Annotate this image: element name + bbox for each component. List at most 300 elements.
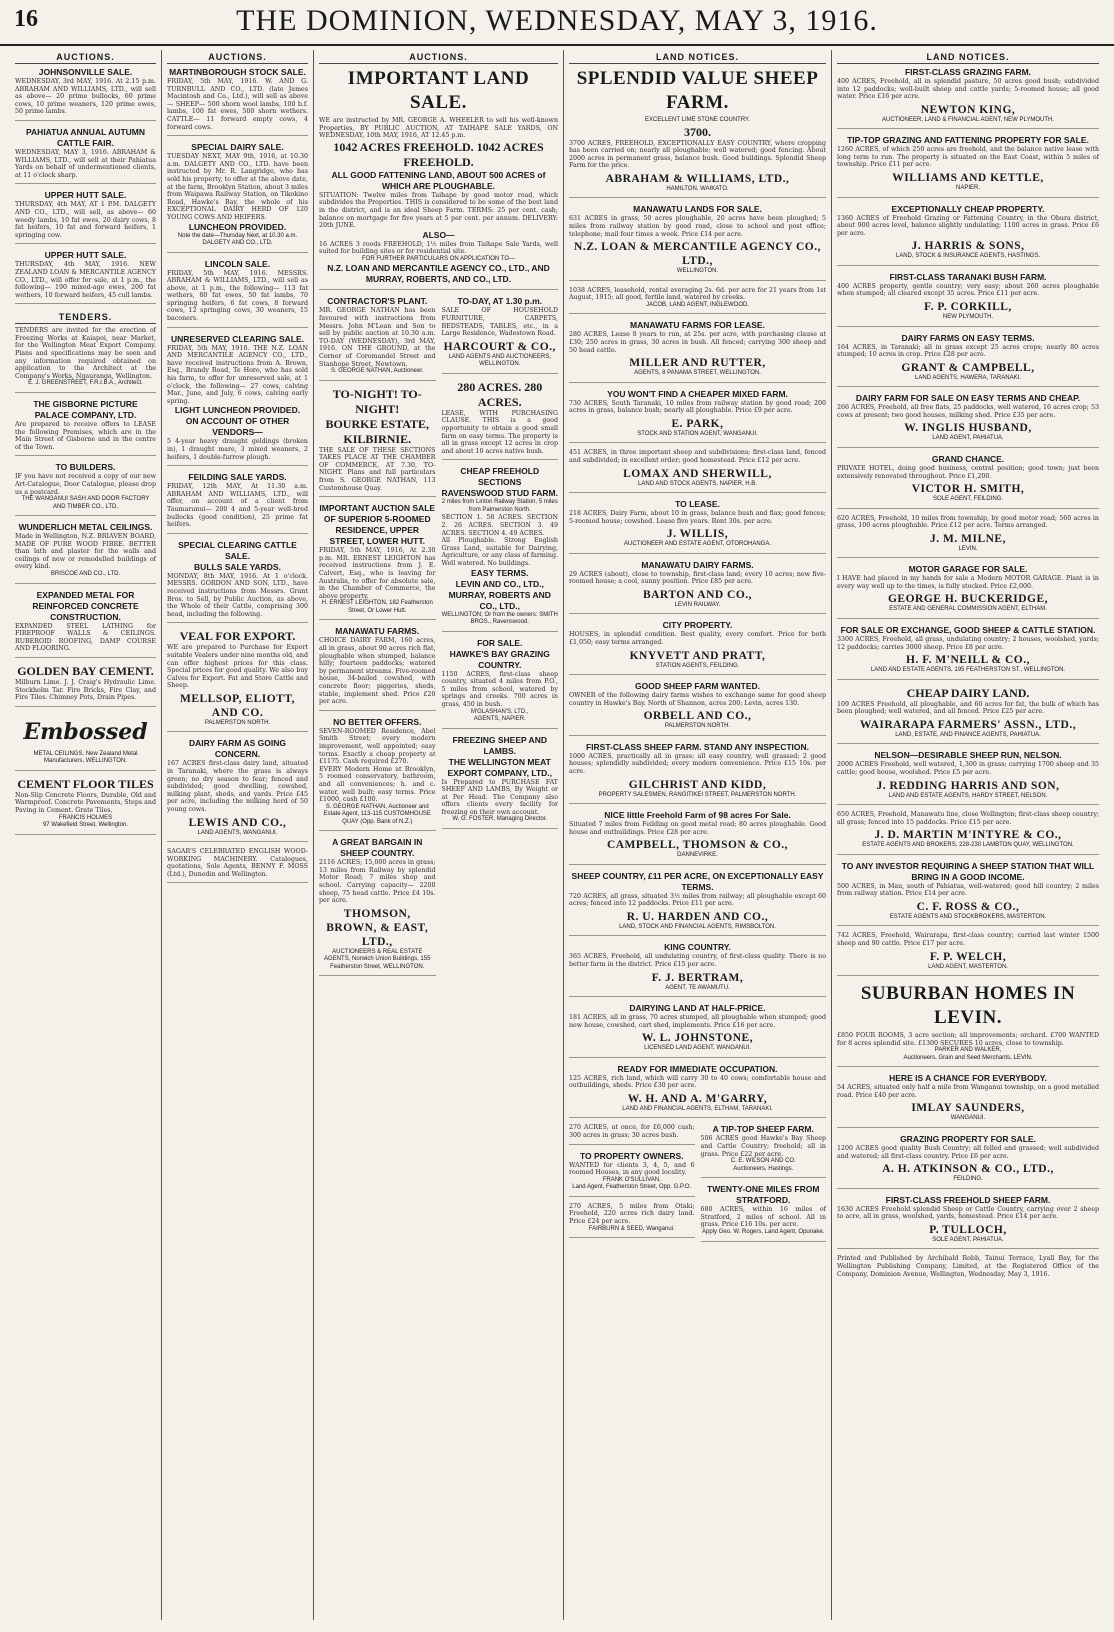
ad-agent-sub: Land Agent, Featherston Street, Opp. G.P.O. <box>572 1184 692 1191</box>
ad-lease-280 <box>442 380 559 461</box>
ad-body: IF you have not received a copy of our new Art-Catalogue, Door Catalogue, please drop us a postcard. <box>15 473 156 496</box>
ad-body: 1260 ACRES, of which 250 acres are freehold, and the balance native lease with long term to run. The property is situated on the East Coast, within 5 miles of township. Price £11 per acre. <box>837 146 1099 169</box>
ad-title: MANAWATU DAIRY FARMS. <box>641 559 754 570</box>
ad-title: JOHNSONVILLE SALE. <box>38 67 133 77</box>
column-5 <box>832 50 1104 1620</box>
ad-body: 1038 ACRES, leasehold, rental averaging 2s. 6d. per acre for 21 years from 1st August, 1915; all good, fertile land, watered by creeks. <box>569 286 826 302</box>
ad-agent-sub: 2 miles from Linton Railway Station, 5 miles from Palmerston North. <box>441 499 558 513</box>
ad-firm: DALGETY AND CO., LTD. <box>202 240 273 246</box>
ad-body: 400 ACRES, Freehold, all in splendid pasture, 50 acres good bush; subdivided into 12 paddocks; well-built sheep and cattle yards; 5-roomed house; all good water. Price £16 per acre. <box>837 78 1099 101</box>
ad-display: GOLDEN BAY CEMENT. <box>17 663 154 678</box>
ad-agent: P. TULLOCH, <box>929 1223 1007 1236</box>
ad-title: DAIRY FARM AS GOING CONCERN. <box>189 738 286 760</box>
ad-agent: WAIRARAPA FARMERS' ASSN., LTD., <box>859 718 1077 731</box>
ad-tenders <box>15 327 156 393</box>
ad-imlay <box>837 1073 1099 1128</box>
ad-title: CONTRACTOR'S PLANT. <box>327 296 428 307</box>
ad-cement-floors <box>15 777 156 835</box>
ad-knyvett <box>569 620 826 675</box>
ad-body: 1150 ACRES, first-class sheep country, situated 4 miles from P.O., 5 miles from school, watered by springs and creeks. 700 acres in grass, 450 in bush. <box>441 670 558 708</box>
ad-body: SAGAR'S CELEBRATED ENGLISH WOOD-WORKING MACHINERY. Catalogues, quotations, Sole Agents, BENNY F. MOSS (Ltd.), Dunedin and Wellington. <box>167 848 308 878</box>
ad-agent-sub: AUCTIONEER, LAND & FINANCIAL AGENT, NEW PLYMOUTH. <box>881 116 1055 123</box>
ad-important-land-sale <box>319 67 558 290</box>
ad-body: FRIDAY, 12th MAY, At 11.30 a.m. ABRAHAM AND WILLIAMS, LTD., will offer, on account of a client from Taumarunui— 200 4 and 5-year well-bred bullocks (good condition), 25 prime fat heifers. <box>167 483 308 529</box>
ad-agent-sub: HAMILTON, WAIKATO. <box>666 185 729 192</box>
ad-agent: S. GEORGE NATHAN, Auctioneer and Estate Agent, 113-115 CUSTOMHOUSE QUAY (Opp. Bank of N.Z.) <box>323 803 431 825</box>
ad-title: TWENTY-ONE MILES FROM STRATFORD. <box>707 1184 820 1206</box>
column-head: AUCTIONS. <box>167 50 308 64</box>
ad-title: DAIRYING LAND AT HALF-PRICE. <box>629 1003 766 1014</box>
ad-body: CHOICE DAIRY FARM, 160 acres, all in grass, about 90 acres rich flat, ploughable when stumped, balance hilly; fourteen paddocks; watered by permanent streams. Five-roomed house, 34-bailed cowshed, with concrete floor; piggeries, sheds, stable, implement shed. Price £20 per acre. <box>319 637 436 706</box>
ad-body: Situated 7 miles from Feilding on good metal road; 80 acres ploughable. Good house and outbuildings. Price £28 per acre. <box>569 821 826 836</box>
ad-body: THE SALE OF THESE SECTIONS TAKES PLACE AT THE CHAMBER OF COMMERCE, AT 7.30, TO-NIGHT. Plans and full particulars from S. GEORGE NATHAN, 113 Customhouse Quay. <box>319 446 436 492</box>
ad-suburban <box>837 982 1099 1067</box>
ad-agent-sub: Auctioneers, Hastings. <box>733 1165 794 1172</box>
split-left <box>569 1124 695 1247</box>
ad-bulls <box>167 540 308 624</box>
ad-agent: F. P. WELCH, <box>929 950 1007 963</box>
ad-title: FIRST-CLASS GRAZING FARM. <box>904 67 1032 77</box>
ad-agent: MELLSOP, ELIOTT, AND CO. <box>179 692 296 719</box>
ad-jacob <box>569 287 826 315</box>
ad-body: PRIVATE HOTEL, doing good business, central position; good town; just been extensively renovated throughout. Price £1,200. <box>837 464 1099 480</box>
ad-title: TO PROPERTY OWNERS. <box>579 1150 684 1161</box>
ad-for-sale-270 <box>569 1124 695 1144</box>
ad-milne <box>837 515 1099 559</box>
ad-agent: ORBELL AND CO., <box>643 710 752 723</box>
ad-address: 97 Wakefield Street, Wellington. <box>42 822 129 828</box>
ad-title: HAWKE'S BAY GRAZING COUNTRY. <box>449 648 550 670</box>
ad-body: 181 ACRES, all in grass, 70 acres stumped, all ploughable when stumped; good new house, cowshed, cart shed, implements. Price £16 per acre. <box>569 1014 826 1029</box>
ad-agent: MILLER AND RUTTER, <box>629 357 766 370</box>
column-head: LAND NOTICES. <box>837 50 1099 64</box>
ad-bargain <box>319 837 436 976</box>
split-row <box>569 1124 826 1247</box>
ad-body: 125 ACRES, rich land, which will carry 30 to 40 cows; comfortable house and outbuildings, sheds. Price £30 per acre. <box>569 1074 826 1090</box>
column-head: AUCTIONS. <box>15 50 156 64</box>
ad-agent-sub: SOLE AGENT, FEILDING. <box>932 496 1004 503</box>
ad-display: SPLENDID VALUE SHEEP FARM. <box>576 68 819 113</box>
ad-body: 500 ACRES, in Mau, south of Pahiatua, well-watered; good hill country; 2 miles from railway station. Price £14 per acre. <box>837 882 1099 898</box>
ad-unreserved <box>167 334 308 467</box>
ad-title: A TIP-TOP SHEEP FARM. <box>712 1124 814 1135</box>
ad-title: CITY PROPERTY. <box>662 620 733 631</box>
ad-dairy-farm <box>167 738 308 842</box>
ad-body: I HAVE had placed in my hands for sale a Modern MOTOR GARAGE. Plant is in every way well up to the times, is fully stocked. Price £2,000. <box>837 575 1099 590</box>
ad-title: MANAWATU FARMS. <box>335 626 420 637</box>
ad-harden <box>569 871 826 937</box>
ad-subtitle: EXCELLENT LIME STONE COUNTRY. <box>645 117 750 123</box>
ad-ceilings <box>15 522 156 583</box>
column-1 <box>10 50 162 1620</box>
ad-ross <box>837 861 1099 927</box>
ad-title: FREEZING SHEEP AND LAMBS. <box>452 734 547 756</box>
ad-bourke <box>319 387 436 498</box>
ad-agent-sub: AGENTS, 8 PANAMA STREET, WELLINGTON. <box>634 370 761 377</box>
ad-title: A GREAT BARGAIN IN SHEEP COUNTRY. <box>332 837 423 859</box>
ad-body: WE are instructed by MR. GEORGE A. WHEELER to sell his well-known Properties, BY PUBLIC AUCTION, AT TAIHAPE SALE YARDS, ON WEDNESDAY, 10th MAY, 1916, AT 12.45 p.m. <box>319 117 558 140</box>
ad-agent: PARKER AND WALKER, <box>934 1047 1002 1054</box>
ad-note: Note the date—Thursday Next, at 10.30 a.m. <box>177 232 298 239</box>
ad-agent-sub: ESTATE AND GENERAL COMMISSION AGENT, ELTHAM. <box>889 606 1047 613</box>
ad-body: 54 ACRES, situated only half a mile from Wanganui township, on a good metalled road. Price £40 per acre. <box>837 1084 1099 1099</box>
ad-agent-sub: AGENT, TE AWAMUTU. <box>665 984 730 991</box>
ad-title: HERE IS A CHANCE FOR EVERYBODY. <box>889 1073 1047 1084</box>
ad-veal <box>167 629 308 732</box>
ad-agent: CAMPBELL, THOMSON & CO., <box>606 839 789 852</box>
ad-agent: E. PARK, <box>671 417 724 430</box>
ad-willis <box>569 499 826 554</box>
ad-title: FEILDING SALE YARDS. <box>188 472 287 483</box>
ad-body: Non-Slip Concrete Floors, Durable, Old and Warmproof. Concrete Pavements, Steps and Paving in Cement. Grate Tiles. <box>15 791 156 814</box>
ad-title: MOTOR GARAGE FOR SALE. <box>908 564 1028 575</box>
ad-title: CHEAP FREEHOLD SECTIONS <box>460 466 540 488</box>
ad-body: 742 ACRES, Freehold, Wairarapa, first-class country; carried last winter 1500 sheep and 90 cattle. Price £17 per acre. <box>837 932 1099 947</box>
ad-body: 451 ACRES, in three important sheep and subdivisions; first-class land, fenced and subdivided; in excellent order; good homestead. Price £12 per acre. <box>569 449 826 464</box>
ad-manawatu-farms <box>319 626 436 710</box>
ad-body: SECTION 1. 58 ACRES. SECTION 2. 26 ACRES. SECTION 3. 49 ACRES. SECTION 4. 49 ACRES. <box>441 514 558 537</box>
ad-upper-hutt-2 <box>15 250 156 304</box>
ad-no-better <box>319 717 436 831</box>
ad-title: THE GISBORNE PICTURE PALACE COMPANY, LTD. <box>33 398 138 420</box>
ad-corkill <box>837 272 1099 327</box>
ad-agent-sub: AUCTIONEER AND ESTATE AGENT, OTOROHANGA. <box>623 541 772 548</box>
ad-opawa <box>569 1203 695 1238</box>
ad-body: 5 4-year heavy draught geldings (broken in), 1 draught mare, 3 mixed weaners, 2 heifers, 1 double-furrow plough. <box>167 438 308 461</box>
ad-embossed <box>15 713 156 771</box>
ad-body: WEDNESDAY, 3rd MAY, 1916. At 2.15 p.m. ABRAHAM AND WILLIAMS, LTD., will sell as above— 20 prime bullocks, 60 prime cows, 10 prime weaners, 120 prime ewes, 50 prime lambs. <box>15 78 156 116</box>
ad-agent: C. E. WILSON AND CO. <box>730 1158 796 1165</box>
ad-feilding <box>167 472 308 534</box>
ad-title: GOOD SHEEP FARM WANTED. <box>635 681 760 692</box>
ad-body: FRIDAY, 5th MAY, 1916, At 2.30 p.m. MR. ERNEST LEIGHTON has received instructions from J. E. Calvert, Esq., who is leaving for Australia, to offer for absolute sale, in the Chamber of Commerce, the above property. <box>319 547 436 600</box>
ad-agent: N.Z. LOAN & MERCANTILE AGENCY CO., LTD., <box>574 241 821 268</box>
ad-body: 631 ACRES in grass, 50 acres ploughable, 20 acres have been ploughed; 5 miles from railway station by good road, close to school and post office; telephone; mail four times a week. Price £14 per acre. <box>569 215 826 238</box>
ad-title: UNRESERVED CLEARING SALE. <box>170 333 305 344</box>
ad-note: LIGHT LUNCHEON PROVIDED. <box>174 405 301 416</box>
ad-agent: HARCOURT & CO., <box>443 340 556 353</box>
ad-body: 218 ACRES, Dairy Farm, about 10 in grass, balance bush and flax; good fences; 5-roomed house; cowshed. Lease five years. Rent 30s. per acre. <box>569 510 826 525</box>
ad-body: WANTED for clients 3, 4, 5, and 6 roomed Houses, in any good locality. <box>569 1161 695 1177</box>
ad-body: 1630 ACRES Freehold splendid Sheep or Cattle Country, carrying over 2 sheep to acre, all in grass, woolshed, yards, homestead. Price £14 per acre. <box>837 1205 1099 1221</box>
ad-body: 270 ACRES, 5 miles from Otaki; Freehold, 220 acres rich dairy land. Price £24 per acre. <box>569 1202 695 1226</box>
ad-body: EXPANDED STEEL LATHING for FIREPROOF WALLS & CEILINGS. RUBEROID ROOFING, DAMP COURSE AND FLOORING. <box>15 622 156 653</box>
ad-agent-sub: PALMERSTON NORTH. <box>664 723 731 730</box>
ad-title: UPPER HUTT SALE. <box>44 190 127 201</box>
ad-tip-top <box>701 1124 827 1178</box>
ad-agent: LEWIS AND CO., <box>188 816 287 829</box>
ad-agent: M'GLASHAN'S, LTD., <box>470 708 529 715</box>
ad-agent: W. L. JOHNSTONE, <box>641 1032 754 1045</box>
column-head: LAND NOTICES. <box>569 50 826 64</box>
ad-hawkes-bay <box>442 638 559 729</box>
ad-title: GRAND CHANCE. <box>931 453 1005 464</box>
ad-body: 109 ACRES Freehold, all ploughable, and 60 acres for fat, the bulk of which has been ploughed; well watered, and all fenced. Price £25 per acre. <box>837 700 1099 716</box>
ad-title: FOR SALE. <box>477 637 523 648</box>
ad-agent: WILLIAMS AND KETTLE, <box>892 172 1044 185</box>
ad-expanded-metal <box>15 590 156 658</box>
ad-agent-sub: STATION AGENTS, FEILDING. <box>655 662 740 669</box>
ad-harris <box>837 204 1099 266</box>
ad-body: 680 ACRES, within 16 miles of Stratford, 2 miles of school. All in grass. Price £16 10s. per acre. <box>700 1206 826 1229</box>
ad-johnsonville <box>15 67 156 121</box>
ad-agent: J. WILLIS, <box>666 528 729 541</box>
ad-body: 400 ACRES property, gentle country; very easy; about 260 acres ploughable when stumped; all cleared except 35 acres. Price £11 per acre. <box>837 282 1099 298</box>
ad-manawatu-lease <box>569 320 826 382</box>
ad-agent: GEORGE H. BUCKERIDGE, <box>887 593 1049 606</box>
ad-display: VEAL FOR EXPORT. <box>179 629 296 644</box>
ad-superior <box>319 503 436 620</box>
ad-agent-sub: LAND AND STOCK AGENTS, NAPIER, H.B. <box>638 480 757 487</box>
ad-gilchrist <box>569 742 826 804</box>
ad-agent-sub: SOLE AGENT, PAHIATUA. <box>932 1236 1004 1243</box>
column-head: AUCTIONS. <box>319 50 558 64</box>
ad-agent: A. H. ATKINSON & CO., LTD., <box>882 1163 1054 1176</box>
ad-title: TO BUILDERS. <box>55 462 116 473</box>
ad-agent: THE WELLINGTON MEAT EXPORT COMPANY, LTD., <box>447 756 553 778</box>
ad-agent: H. ERNEST LEIGHTON, 182 Featherston Street, Or Lower Hutt. <box>321 600 433 614</box>
ad-title: ALL GOOD FATTENING LAND, ABOUT 500 ACRES of WHICH ARE PLOUGHABLE. <box>331 169 546 191</box>
ad-agent: S. GEORGE NATHAN, Auctioneer. <box>330 368 424 375</box>
ad-body: 730 ACRES, South Taranaki, 10 miles from railway station by good road; 200 acres in grass, balance bush; nearly all ploughable. Price £9 per acre. <box>569 399 826 415</box>
ad-note: LUNCHEON PROVIDED. <box>188 221 287 232</box>
ad-agent: H. F. M'NEILL & CO., <box>906 654 1030 667</box>
ad-agent-sub: STOCK AND STATION AGENT, WANGANUI. <box>637 430 758 437</box>
ad-lomax <box>569 449 826 493</box>
column-4 <box>564 50 832 1620</box>
ad-agent: LEVIN AND CO., LTD., MURRAY, ROBERTS AND CO., LTD., <box>448 578 551 611</box>
ad-title: FOR SALE OR EXCHANGE, GOOD SHEEP & CATTLE STATION. <box>840 624 1096 635</box>
ad-agent: FAIRBURN & SEED, Wanganui. <box>588 1225 675 1232</box>
ad-body: SEVEN-ROOMED Residence, Abel Smith Street; every modern improvement, well appointed; easy terms. Exactly a cheap property at £1175. Cash required £270. <box>319 727 436 766</box>
ad-title: NICE little Freehold Farm of 98 acres For Sale. <box>604 810 791 821</box>
ad-title: READY FOR IMMEDIATE OCCUPATION. <box>617 1063 778 1074</box>
ad-agent-sub: LAND AND ESTATE AGENTS, HARDY STREET, NELSON. <box>888 792 1048 799</box>
ad-title: FIRST-CLASS TARANAKI BUSH FARM. <box>889 271 1047 282</box>
ad-title: NO BETTER OFFERS. <box>333 716 422 727</box>
ad-orbell <box>569 681 826 736</box>
ad-agent: VICTOR H. SMITH, <box>911 483 1025 496</box>
ad-title: RAVENSWOOD STUD FARM. <box>441 488 558 499</box>
ad-martinborough <box>167 67 308 136</box>
ad-body: 270 ACRES, at once, for £6,000 cash; 300 acres in grass; 30 acres bush. <box>569 1124 695 1140</box>
ad-title: ALSO— <box>422 229 455 240</box>
ad-display: CEMENT FLOOR TILES <box>17 776 154 791</box>
ad-martin-mintyre <box>837 811 1099 855</box>
newspaper-title: THE DOMINION, WEDNESDAY, MAY 3, 1916. <box>236 4 878 37</box>
ad-bertram <box>569 942 826 997</box>
ad-display: 3700. <box>684 124 711 139</box>
ad-body: 365 ACRES, Freehold, all undulating country, of first-class quality. There is no better farm in the district. Price £15 per acre. <box>569 953 826 968</box>
ad-agent: ABRAHAM & WILLIAMS, LTD., <box>605 172 790 185</box>
ad-sagar <box>167 848 308 883</box>
ad-agent-sub: LAND AND ESTATE AGENTS, 195 FEATHERSTON ST., WELLINGTON. <box>870 667 1066 674</box>
ad-tulloch <box>837 1195 1099 1250</box>
ad-body: HOUSES, in splendid condition. Best quality, every comfort. Price for both £1,050; easy terms arranged. <box>569 631 826 646</box>
ad-grant-campbell <box>837 333 1099 388</box>
printer-imprint: Printed and Published by Archibald Robb, Tainui Terrace, Lyall Bay, for the Wellington Publishing Company, Limited, at the Registered Office of the Company, Dominion Avenue, Wellington, Wednesday, May 3, 1916. <box>837 1255 1099 1278</box>
ad-title: DAIRY FARMS ON EASY TERMS. <box>901 332 1035 343</box>
ad-body: 650 ACRES, Freehold, Manawatu line, close Wellington; first-class sheep country; all grass; fenced into 15 paddocks. Price £15 per acre. <box>837 811 1099 826</box>
ad-title: BULLS SALE YARDS. <box>194 561 281 572</box>
ad-title: YOU WON'T FIND A CHEAPER MIXED FARM. <box>607 388 788 399</box>
split-right <box>701 1124 827 1247</box>
ad-title: TO-DAY, AT 1.30 p.m. <box>457 296 543 307</box>
ad-freezing <box>442 735 559 829</box>
ad-agent-sub: NAPIER. <box>955 185 980 192</box>
ad-body: 266 ACRES, Freehold, all free flats, 25 paddocks, well watered, 16 acres crop; 53 cows at present; two good houses, milking shed. Price £35 per acre. <box>837 404 1099 419</box>
ad-agent-sub: PALMERSTON NORTH. <box>204 719 271 726</box>
ad-body: Milburn Lime. J. J. Craig's Hydraulic Lime. Stockholm Tar. Fire Bricks, Fire Clay, and Fire Tiles. Chimney Pots, Drain Pipes. <box>15 678 156 702</box>
ad-agent-sub: LAND, STOCK AND FINANCIAL AGENTS, RIMSBOLTON. <box>619 923 776 930</box>
ad-stratford <box>701 1184 827 1241</box>
ad-inglis <box>837 393 1099 448</box>
ad-signature: E. J. GREENSTREET, F.R.I.B.A., Architect. <box>28 380 143 387</box>
ad-agent-sub: LEVIN. <box>958 545 978 552</box>
ad-body: OWNER of the following dairy farms wishes to exchange same for good sheep country in Hawke's Bay. North of Shannon, acres 200; Levin, acres 130. <box>569 692 826 707</box>
ad-display: IMPORTANT LAND SALE. <box>347 68 530 113</box>
ad-body: SITUATION: Twelve miles from Taihape by good motor road, which subdivides the Properties. THIS is considered to be some of the best land in the district, and is an ideal Sheep Farm. TERMS: 25 per cent. cash; balance on mortgage for five years at 5 per cent. per annum. DELIVERY: 20th JUNE. <box>319 191 558 230</box>
ad-buckeridge <box>837 564 1099 619</box>
ad-title: NELSON—DESIRABLE SHEEP RUN, NELSON. <box>874 750 1062 761</box>
ad-welch <box>837 932 1099 976</box>
ad-agent: THOMSON, BROWN, & EAST, LTD., <box>326 907 429 948</box>
ad-body: Are prepared to receive offers to LEASE the following Premises, which are in the Main Street of Gisborne and in the centre of the Town. <box>15 420 156 451</box>
ad-agent-sub: WANGANUI. <box>950 1115 986 1122</box>
ad-newton-king <box>837 67 1099 129</box>
ad-builders <box>15 462 156 516</box>
ad-agent-sub: LAND, STOCK & INSURANCE AGENTS, HASTINGS. <box>895 253 1041 260</box>
ad-body: 2000 ACRES Freehold, well watered, 1,300 in grass; carrying 1700 sheep and 35 cattle; good house, woolshed. Price £5 per acre. <box>837 761 1099 776</box>
ad-agent: JACOB, LAND AGENT, INGLEWOOD. <box>645 301 750 308</box>
ad-property-owners <box>569 1151 695 1197</box>
ad-body: METAL CEILINGS. New Zealand Metal Manufacturers, WELLINGTON. <box>33 750 138 765</box>
ad-manawatu-lands <box>569 204 826 280</box>
ad-body: 16 ACRES 3 roods FREEHOLD, 1½ miles from Taihape Sale Yards, well suited for building sites or for residential site. <box>319 240 558 256</box>
page-number: 16 <box>14 6 38 32</box>
ad-agent: LOMAX AND SHERWILL, <box>623 467 772 480</box>
ad-body: 506 ACRES good Hawke's Bay Sheep and Cattle Country; freehold; all in grass. Price £22 per acre. <box>700 1135 826 1158</box>
ad-display: SUBURBAN HOMES IN LEVIN. <box>860 983 1076 1029</box>
ad-title: MARTINBOROUGH STOCK SALE. <box>169 67 306 77</box>
ad-agent-sub: LAND AGENTS AND AUCTIONEERS, WELLINGTON. <box>448 353 551 368</box>
masthead <box>0 0 1114 46</box>
ad-signature: W. G. FOSTER, Managing Director. <box>452 816 548 823</box>
ad-display: BOURKE ESTATE, KILBIRNIE. <box>325 416 430 446</box>
ad-title: SHEEP COUNTRY, £11 PER ACRE, ON EXCEPTIONALLY EASY TERMS. <box>571 870 824 892</box>
ad-williams-kettle <box>837 135 1099 197</box>
ad-body: THURSDAY, 4th MAY, AT 1 P.M. DALGETY AND CO., LTD., will sell, as above— 60 weedy lambs, 10 fat ewes, 20 dairy cows, 8 fat heifers, 10 fat and forward heifers, 1 springing cow. <box>15 201 156 239</box>
ad-cheap-freehold <box>442 466 559 631</box>
ad-agent-sub: LAND AGENTS, HAWERA, TARANAKI. <box>915 374 1021 381</box>
ad-body: THURSDAY, 4th MAY, 1916. NEW ZEALAND LOAN & MERCANTILE AGENCY CO., LTD., will offer for sale, at 1 p.m., the following— 190 mixed-age ewes, 200 fat wethers, 10 forward heifers, 45 cull lambs. <box>15 261 156 299</box>
ad-agent-sub: WELLINGTON; Or from the owners: SMITH BROS., Ravenswood. <box>441 611 558 626</box>
ad-body: £850 FOUR ROOMS, 3 acre section; all improvements; orchard. £700 WANTED for 8 acres splendid site. £1300 SECURES 10 acres, close to township. <box>837 1032 1099 1047</box>
ad-golden-bay <box>15 664 156 707</box>
ad-splendid-value <box>569 67 826 198</box>
ad-agent-sub: LAND AGENTS, WANGANUI. <box>197 829 278 836</box>
ad-title: TO ANY INVESTOR REQUIRING A SHEEP STATION THAT WILL BRING IN A GOOD INCOME. <box>841 860 1095 882</box>
ad-title: DAIRY FARM FOR SALE ON EASY TERMS AND CHEAP. <box>855 393 1081 404</box>
ad-body: LEASE, WITH PURCHASING CLAUSE. THIS is a good opportunity to obtain a good small farm on easy terms. The property is all in grass except 12 acres in crop and about 10 acres native bush. <box>441 409 558 455</box>
ad-title: MANAWATU LANDS FOR SALE. <box>633 204 762 215</box>
ad-body: 3700 ACRES, FREEHOLD, EXCEPTIONALLY EASY COUNTRY, where cropping has been carried on; nearly all ploughable; well watered; good fencing. About 2000 acres in permanent grass, balance bush. Good buildings. Splendid Sheep Farm for the price. <box>569 139 826 170</box>
ad-special-dairy <box>167 142 308 252</box>
ad-title: FIRST-CLASS SHEEP FARM. STAND ANY INSPECTION. <box>585 741 810 752</box>
ad-agent-sub: ESTATE AGENTS AND BROKERS, 228-230 LAMBTON QUAY, WELLINGTON. <box>862 842 1074 849</box>
ad-title: SPECIAL CLEARING CATTLE SALE. <box>178 539 297 561</box>
ad-body: 3300 ACRES, Freehold, all grass, undulating country; 2 houses, woolshed, yards; 12 paddocks; carries 3000 sheep. Price £8 per acre. <box>837 635 1099 651</box>
ad-contractors <box>319 296 436 380</box>
ad-agent-sub: AGENTS, NAPIER. <box>473 716 526 722</box>
ad-agent: Apply Geo. W. Rogers, Land Agent, Opunake. <box>702 1229 825 1236</box>
ad-mneill <box>837 625 1099 680</box>
ad-firm: FRANCIS HOLMES <box>58 814 113 821</box>
ad-agent: J. D. MARTIN M'INTYRE & CO., <box>874 829 1062 842</box>
ad-title: MANAWATU FARMS FOR LEASE. <box>630 320 765 331</box>
ad-title: EXCEPTIONALLY CHEAP PROPERTY. <box>891 203 1045 214</box>
ad-note: FOR FURTHER PARTICULARS ON APPLICATION TO— <box>361 255 516 262</box>
ad-agent-sub: LICENSED LAND AGENT, WANGANUI. <box>644 1045 751 1052</box>
split-row <box>319 296 558 982</box>
ad-body: Is Prepared to PURCHASE FAT SHEEP AND LAMBS, By Weight or at Per Head. The Company also offers clients every facility for freezing on their own account. <box>441 778 558 816</box>
ad-gisborne <box>15 399 156 456</box>
ad-title: EXPANDED METAL FOR REINFORCED CONCRETE CONSTRUCTION. <box>32 589 139 622</box>
ad-body: All Ploughable. Strong English Grass Land, suitable for Dairying, Agriculture, or any class of farming. Well watered. No buildings. <box>441 537 558 567</box>
ad-title: EASY TERMS. <box>471 567 529 578</box>
ad-title: TIP-TOP GRAZING AND FATTENING PROPERTY FOR SALE. <box>847 135 1089 146</box>
ad-title: GRAZING PROPERTY FOR SALE. <box>900 1133 1036 1144</box>
ad-title: IMPORTANT AUCTION SALE OF SUPERIOR 5-ROOMED RESIDENCE, UPPER STREET, LOWER HUTT. <box>319 503 436 547</box>
ad-agent: W. H. AND A. M'GARRY, <box>627 1092 768 1105</box>
ad-display: TO-NIGHT! TO-NIGHT! <box>332 386 422 416</box>
ad-title: WUNDERLICH METAL CEILINGS. <box>18 522 153 533</box>
ad-pahiatua <box>15 127 156 184</box>
ad-agent-sub: NEW PLYMOUTH. <box>942 314 994 321</box>
ad-title: UPPER HUTT SALE. <box>44 250 127 261</box>
ad-body: Made in Wellington, N.Z. BRIAVEN BOARD, MADE OF PURE WOOD FIBRE. BETTER than lath and plaster for the walls and ceilings of new or remodelled buildings of every kind. <box>15 533 156 571</box>
section-head-tenders: TENDERS. <box>15 310 156 324</box>
ad-body: 2116 ACRES; 15,000 acres in grass; 13 miles from Railway by splendid Motor Road; 7 miles shop and school. Carrying capacity— 2200 sheep, 75 head cattle. Price £4 10s. per acre. <box>319 859 436 905</box>
ad-agent-sub: ESTATE AGENTS AND STOCKBROKERS, MASTERTON. <box>889 913 1047 920</box>
ad-body: 167 ACRES first-class dairy land, situated in Taranaki, where the grass is always green; no dry season to fear; fenced and subdivided; good dwelling, cowshed, milking plant, sheds, and yards. Price £45 per acre, including the milking herd of 50 young cows. <box>167 760 308 813</box>
ad-agent: IMLAY SAUNDERS, <box>911 1102 1025 1115</box>
ad-agent-sub: DANNEVIRKE. <box>677 852 718 859</box>
ad-agent: BARTON AND CO., <box>642 588 753 601</box>
ad-cheap-dairy <box>837 686 1099 745</box>
ad-body: EVERY Modern Home at Brooklyn, 5 roomed conservatory, bathroom, and all conveniences; h. and c. water, well built; easy terms. Price £1000, cash £100. <box>319 765 436 804</box>
ad-victor-smith <box>837 454 1099 509</box>
split-left <box>319 296 436 982</box>
ad-body: MR. GEORGE NATHAN has been favoured with instructions from Messrs. John M'Lean and Son to sell by public auction at 10.30 a.m. TO-DAY (WEDNESDAY), 3rd MAY, 1916. ON THE GROUND, at the Corner of Coromandel Street and Stanhope Street, Newtown. <box>319 307 436 368</box>
ad-agent-sub: AUCTIONEERS & REAL ESTATE AGENTS, Norwich Union Buildings, 155 Featherston Street, WELLINGTON. <box>324 948 431 970</box>
ad-agent-sub: WELLINGTON. <box>676 268 719 275</box>
ad-title: SPECIAL DAIRY SALE. <box>191 142 284 153</box>
ad-firm: BRISCOE AND CO., LTD. <box>50 571 121 578</box>
ad-agent: J. HARRIS & SONS, <box>911 240 1025 253</box>
ad-agent: F. J. BERTRAM, <box>651 971 744 984</box>
ad-agent: C. F. ROSS & CO., <box>916 900 1020 913</box>
ad-agent: W. INGLIS HUSBAND, <box>904 422 1032 435</box>
ad-body: 1200 ACRES good quality Bush Country; all felled and grassed; well subdivided and watered; all first-class country. Price £6 per acre. <box>837 1144 1099 1160</box>
ad-agent: GILCHRIST AND KIDD, <box>628 778 767 791</box>
ad-title: LINCOLN SALE. <box>204 258 271 269</box>
ad-barton <box>569 560 826 615</box>
ad-body: FRIDAY, 5th MAY, 1916. W. AND G. TURNBULL AND CO., LTD. (late James Macintosh and Co., Ltd.), will sell as above— SHEEP— 500 shorn wool lambs, 100 b.f. lambs, 100 fat ewes, 500 shorn wethers. CATTLE— 11 forward empty cows, 4 forward cows. <box>167 78 308 131</box>
ad-upper-hutt <box>15 190 156 244</box>
ad-body: 280 ACRES, Lease 8 years to run, at 25s. per acre, with purchasing clause at £30; 250 acres in grass, 30 acres in bush. All fenced; carrying 300 sheep and 50 head cattle. <box>569 331 826 354</box>
ad-display: 280 ACRES. 280 ACRES. <box>457 379 543 409</box>
